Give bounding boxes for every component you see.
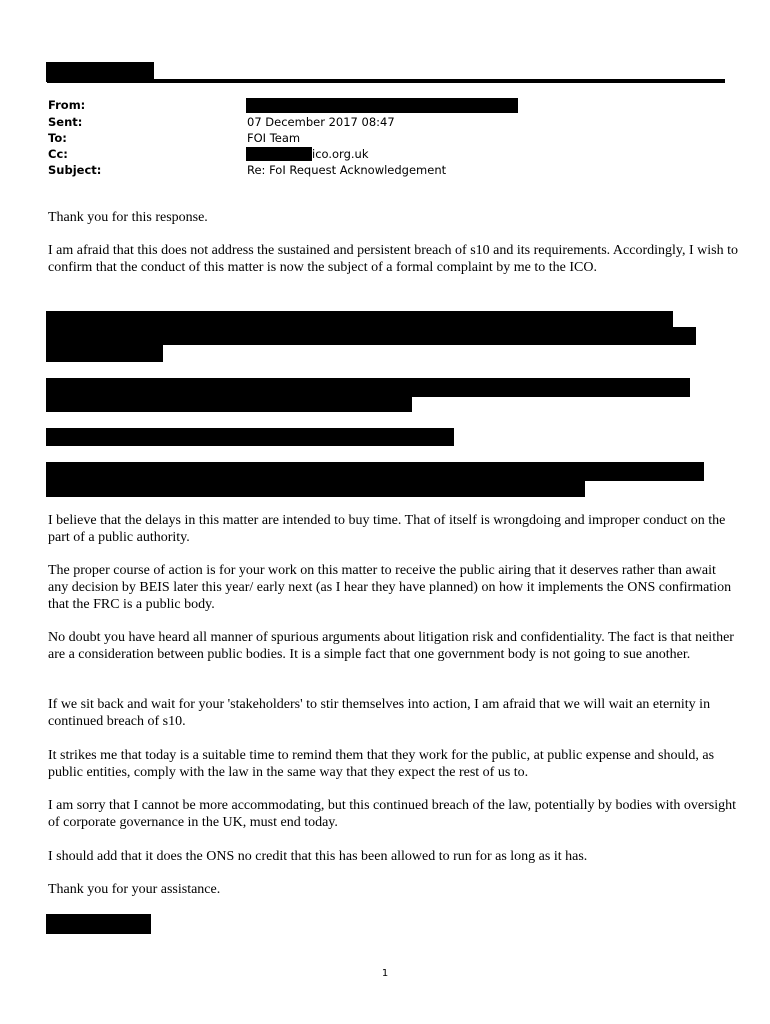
cc-redaction (246, 147, 312, 161)
paragraph-litigation: No doubt you have heard all manner of spurious arguments about litigation risk and confidentiality. The fact is that neither are a consideration between public bodies. It is a simple fact that one government body is not going to sue another. (48, 630, 734, 662)
paragraph-sorry: I am sorry that I cannot be more accommodating, but this continued breach of the law, potentially by bodies with oversight of corporate governance in the UK, must end today. (48, 798, 737, 830)
paragraph-assistance: Thank you for your assistance. (48, 882, 221, 897)
redacted-block-4a (46, 462, 704, 481)
paragraph-stakeholders: If we sit back and wait for your 'stakeholders' to stir themselves into action, I am afraid that we will wait an eternity in continued breach of s10. (48, 697, 711, 729)
paragraph-remind: It strikes me that today is a suitable time to remind them that they work for the public, at public expense and should, as public entities, comply with the law in the same way that they expect the rest of us to. (48, 748, 715, 780)
sent-value: 07 December 2017 08:47 (247, 115, 395, 129)
signature-redaction (46, 914, 151, 934)
redacted-block-3 (46, 428, 454, 446)
redacted-block-4b (46, 480, 585, 497)
cc-value: ico.org.uk (312, 147, 369, 161)
to-value: FOI Team (247, 131, 301, 145)
subject-value: Re: FoI Request Acknowledgement (247, 163, 447, 177)
redacted-block-1b (46, 327, 696, 345)
sent-label: Sent: (48, 115, 83, 129)
redacted-block-2b (46, 396, 412, 412)
header-rule (47, 79, 725, 83)
page-number: 1 (381, 968, 389, 979)
subject-label: Subject: (48, 163, 102, 177)
to-label: To: (48, 131, 67, 145)
from-redaction (246, 98, 518, 113)
paragraph-proper-course: The proper course of action is for your work on this matter to receive the public airing that it deserves rather than await any decision by BEIS later this year/ early next (as I hear they have planned) on how it implements the ONS confirmation that the FRC is a public body. (48, 563, 732, 612)
redacted-block-2a (46, 378, 690, 397)
paragraph-thanks: Thank you for this response. (48, 210, 208, 225)
paragraph-ons: I should add that it does the ONS no credit that this has been allowed to run for as long as it has. (48, 849, 588, 864)
redacted-block-1c (46, 344, 163, 362)
paragraph-complaint: I am afraid that this does not address the sustained and persistent breach of s10 and its requirements. Accordingly, I wish to confirm that the conduct of this matter is now the subject of a formal complaint by me to the ICO. (48, 243, 738, 275)
cc-label: Cc: (48, 147, 68, 161)
redacted-block-1a (46, 311, 673, 328)
from-label: From: (48, 98, 86, 112)
paragraph-delays: I believe that the delays in this matter are intended to buy time. That of itself is wrongdoing and improper conduct on the part of a public authority. (48, 513, 726, 545)
